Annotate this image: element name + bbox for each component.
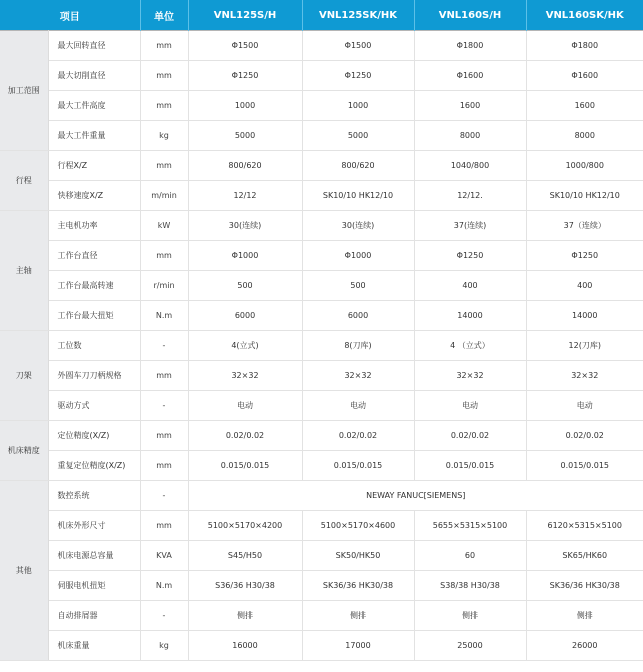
- table-row: [0, 241, 643, 271]
- unit-cell: N.m: [140, 301, 188, 331]
- value-cell: Φ1600: [414, 61, 526, 91]
- value-cell: 30(连续): [302, 211, 414, 241]
- value-cell: 1040/800: [414, 151, 526, 181]
- value-cell: 5000: [302, 121, 414, 151]
- value-cell: 6000: [188, 301, 302, 331]
- value-cell: 32×32: [414, 361, 526, 391]
- unit-cell: mm: [140, 151, 188, 181]
- table-row: [0, 331, 643, 361]
- unit-cell: mm: [140, 91, 188, 121]
- value-cell: 800/620: [188, 151, 302, 181]
- value-cell: 32×32: [188, 361, 302, 391]
- value-cell: 16000: [188, 631, 302, 661]
- unit-cell: kg: [140, 121, 188, 151]
- value-cell: 电动: [414, 391, 526, 421]
- table-row: [0, 481, 643, 511]
- value-cell: 37(连续): [414, 211, 526, 241]
- header-row: [0, 0, 643, 31]
- value-cell: 0.015/0.015: [526, 451, 643, 481]
- param-name: 主电机功率: [48, 211, 140, 241]
- value-cell: SK10/10 HK12/10: [302, 181, 414, 211]
- value-cell: 1600: [526, 91, 643, 121]
- group-label: 加工范围: [0, 31, 48, 151]
- param-name: 外圆车刀刀柄规格: [48, 361, 140, 391]
- value-cell: Φ1500: [188, 31, 302, 61]
- value-cell: 4 （立式）: [414, 331, 526, 361]
- param-name: 数控系统: [48, 481, 140, 511]
- value-cell: 电动: [188, 391, 302, 421]
- param-name: 最大切削直径: [48, 61, 140, 91]
- unit-cell: mm: [140, 451, 188, 481]
- value-cell: 32×32: [526, 361, 643, 391]
- group-label: 主轴: [0, 211, 48, 331]
- value-cell: 0.02/0.02: [526, 421, 643, 451]
- value-cell: SK36/36 HK30/38: [526, 571, 643, 601]
- value-cell: Φ1250: [302, 61, 414, 91]
- value-cell: 侧排: [302, 601, 414, 631]
- group-label: 行程: [0, 151, 48, 211]
- table-row: [0, 511, 643, 541]
- value-cell: Φ1250: [414, 241, 526, 271]
- table-row: [0, 301, 643, 331]
- unit-cell: mm: [140, 361, 188, 391]
- unit-cell: KVA: [140, 541, 188, 571]
- value-cell: 8000: [526, 121, 643, 151]
- table-row: [0, 571, 643, 601]
- group-label: 机床精度: [0, 421, 48, 481]
- value-cell: 侧排: [414, 601, 526, 631]
- value-cell: 1000: [302, 91, 414, 121]
- value-cell: 6000: [302, 301, 414, 331]
- value-cell: 14000: [414, 301, 526, 331]
- unit-cell: kW: [140, 211, 188, 241]
- table-row: [0, 361, 643, 391]
- unit-cell: kg: [140, 631, 188, 661]
- value-cell: 0.02/0.02: [302, 421, 414, 451]
- table-row: [0, 631, 643, 661]
- param-name: 重复定位精度(X/Z): [48, 451, 140, 481]
- table-row: [0, 601, 643, 631]
- table-row: [0, 451, 643, 481]
- param-name: 工作台直径: [48, 241, 140, 271]
- value-cell: S38/38 H30/38: [414, 571, 526, 601]
- header-model: VNL125S/H: [188, 0, 302, 31]
- value-cell: 0.015/0.015: [302, 451, 414, 481]
- param-name: 最大工件高度: [48, 91, 140, 121]
- value-cell: SK10/10 HK12/10: [526, 181, 643, 211]
- value-cell: 电动: [526, 391, 643, 421]
- table-row: [0, 181, 643, 211]
- param-name: 工位数: [48, 331, 140, 361]
- value-cell: 0.02/0.02: [414, 421, 526, 451]
- param-name: 工作台最大扭矩: [48, 301, 140, 331]
- unit-cell: N.m: [140, 571, 188, 601]
- param-name: 自动排屑器: [48, 601, 140, 631]
- value-cell: 32×32: [302, 361, 414, 391]
- param-name: 行程X/Z: [48, 151, 140, 181]
- value-cell: 4(立式): [188, 331, 302, 361]
- unit-cell: mm: [140, 241, 188, 271]
- value-cell: 30(连续): [188, 211, 302, 241]
- param-name: 驱动方式: [48, 391, 140, 421]
- unit-cell: -: [140, 601, 188, 631]
- table-row: [0, 91, 643, 121]
- value-cell: 1600: [414, 91, 526, 121]
- table-row: [0, 391, 643, 421]
- value-cell: 12(刀库): [526, 331, 643, 361]
- group-label: 其他: [0, 481, 48, 661]
- table-row: [0, 31, 643, 61]
- value-cell: Φ1600: [526, 61, 643, 91]
- header-model: VNL160S/H: [414, 0, 526, 31]
- spec-body: [0, 31, 643, 661]
- group-label: 刀架: [0, 331, 48, 421]
- table-row: [0, 211, 643, 241]
- param-name: 伺服电机扭矩: [48, 571, 140, 601]
- table-row: [0, 151, 643, 181]
- value-cell: 1000/800: [526, 151, 643, 181]
- table-row: [0, 541, 643, 571]
- value-cell: 6120×5315×5100: [526, 511, 643, 541]
- value-cell: S36/36 H30/38: [188, 571, 302, 601]
- unit-cell: -: [140, 391, 188, 421]
- value-cell: 侧排: [188, 601, 302, 631]
- table-row: [0, 121, 643, 151]
- value-cell: 500: [302, 271, 414, 301]
- value-cell: 37（连续）: [526, 211, 643, 241]
- unit-cell: mm: [140, 421, 188, 451]
- header-model: VNL160SK/HK: [526, 0, 643, 31]
- value-cell: 400: [526, 271, 643, 301]
- value-cell: 8(刀库): [302, 331, 414, 361]
- unit-cell: mm: [140, 31, 188, 61]
- header-item: 项目: [0, 0, 140, 31]
- value-cell: 25000: [414, 631, 526, 661]
- param-name: 最大工件重量: [48, 121, 140, 151]
- value-cell: Φ1250: [526, 241, 643, 271]
- value-cell: 26000: [526, 631, 643, 661]
- header-model: VNL125SK/HK: [302, 0, 414, 31]
- param-name: 快移速度X/Z: [48, 181, 140, 211]
- value-cell: Φ1000: [188, 241, 302, 271]
- param-name: 最大回转直径: [48, 31, 140, 61]
- value-cell: 12/12: [188, 181, 302, 211]
- value-cell: 500: [188, 271, 302, 301]
- unit-cell: -: [140, 481, 188, 511]
- unit-cell: mm: [140, 511, 188, 541]
- value-cell: 14000: [526, 301, 643, 331]
- param-name: 定位精度(X/Z): [48, 421, 140, 451]
- value-cell: 12/12.: [414, 181, 526, 211]
- span-value: NEWAY FANUC[SIEMENS]: [188, 481, 643, 511]
- param-name: 工作台最高转速: [48, 271, 140, 301]
- value-cell: SK36/36 HK30/38: [302, 571, 414, 601]
- value-cell: 0.02/0.02: [188, 421, 302, 451]
- value-cell: 400: [414, 271, 526, 301]
- value-cell: 5000: [188, 121, 302, 151]
- table-row: [0, 61, 643, 91]
- table-row: [0, 421, 643, 451]
- value-cell: 5100×5170×4600: [302, 511, 414, 541]
- value-cell: 电动: [302, 391, 414, 421]
- unit-cell: m/min: [140, 181, 188, 211]
- value-cell: 0.015/0.015: [414, 451, 526, 481]
- table-row: [0, 271, 643, 301]
- value-cell: 5655×5315×5100: [414, 511, 526, 541]
- value-cell: Φ1800: [526, 31, 643, 61]
- value-cell: Φ1500: [302, 31, 414, 61]
- value-cell: 1000: [188, 91, 302, 121]
- param-name: 机床电源总容量: [48, 541, 140, 571]
- header-unit: 单位: [140, 0, 188, 31]
- value-cell: 8000: [414, 121, 526, 151]
- value-cell: 800/620: [302, 151, 414, 181]
- unit-cell: mm: [140, 61, 188, 91]
- value-cell: Φ1250: [188, 61, 302, 91]
- value-cell: 侧排: [526, 601, 643, 631]
- value-cell: 0.015/0.015: [188, 451, 302, 481]
- value-cell: Φ1800: [414, 31, 526, 61]
- value-cell: S45/H50: [188, 541, 302, 571]
- param-name: 机床外形尺寸: [48, 511, 140, 541]
- value-cell: 17000: [302, 631, 414, 661]
- param-name: 机床重量: [48, 631, 140, 661]
- value-cell: 60: [414, 541, 526, 571]
- unit-cell: -: [140, 331, 188, 361]
- unit-cell: r/min: [140, 271, 188, 301]
- value-cell: 5100×5170×4200: [188, 511, 302, 541]
- value-cell: SK65/HK60: [526, 541, 643, 571]
- value-cell: SK50/HK50: [302, 541, 414, 571]
- value-cell: Φ1000: [302, 241, 414, 271]
